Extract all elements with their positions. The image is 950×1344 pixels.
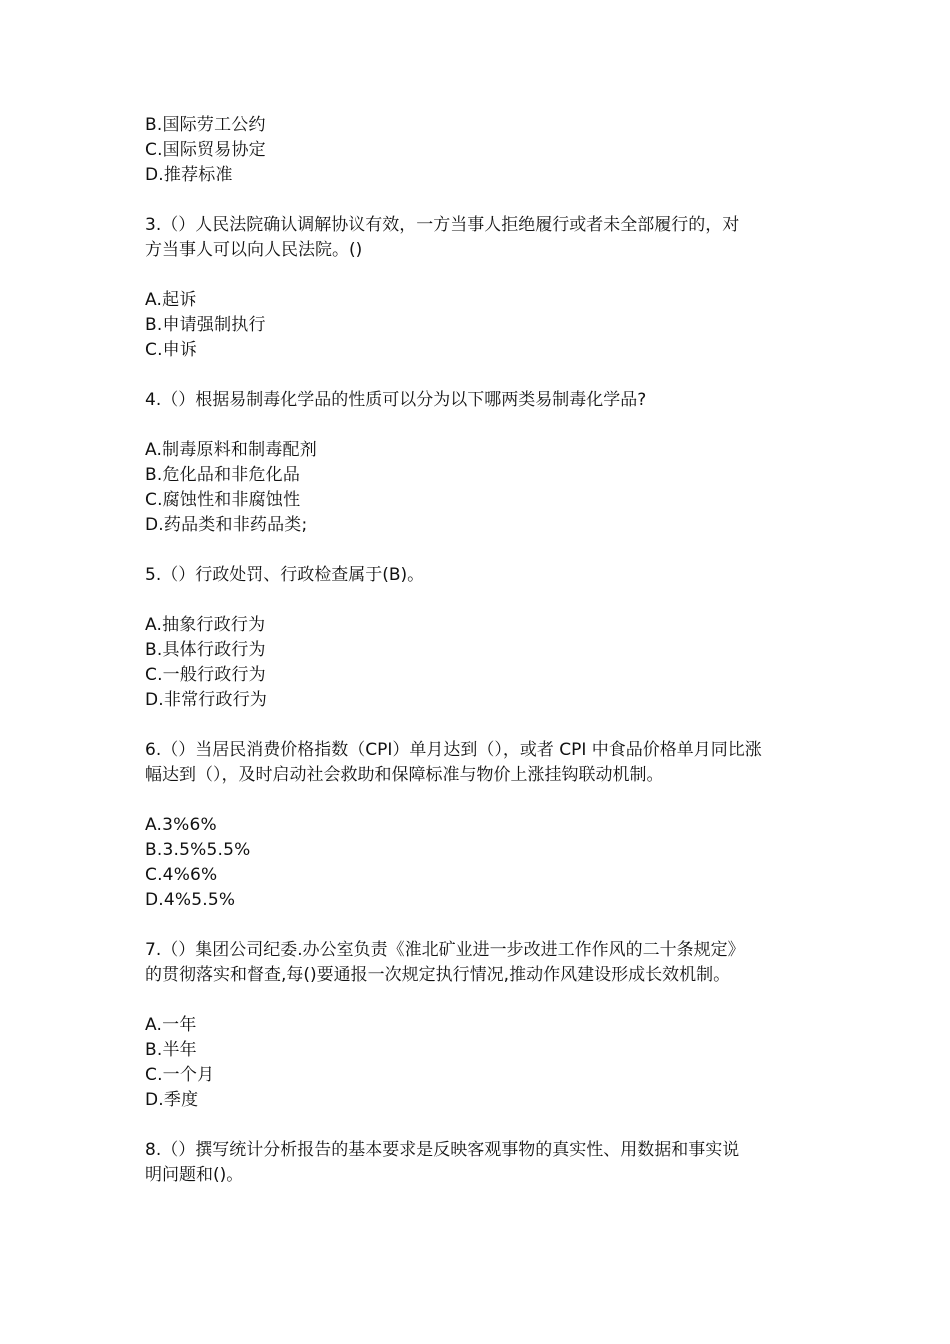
option-line: C.一个月 (145, 1065, 215, 1085)
lead-options (145, 113, 810, 188)
spacer (145, 713, 810, 738)
option-line: B.具体行政行为 (145, 640, 266, 660)
spacer (145, 263, 810, 288)
option-line: C.国际贸易协定 (145, 140, 266, 160)
question-3 (145, 213, 810, 363)
question-stem-line: 8.（）撰写统计分析报告的基本要求是反映客观事物的真实性、用数据和事实说 (145, 1140, 740, 1160)
question-8 (145, 1138, 810, 1188)
option-line: A.制毒原料和制毒配剂 (145, 440, 317, 460)
question-stem-line: 7.（）集团公司纪委.办公室负责《淮北矿业进一步改进工作作风的二十条规定》 (145, 940, 745, 960)
question-options (145, 813, 810, 913)
question-stem-line: 6.（）当居民消费价格指数（CPI）单月达到（），或者 CPI 中食品价格单月同比涨 (145, 740, 762, 760)
option-line: D.4%5.5% (145, 890, 236, 910)
option-line: A.起诉 (145, 290, 197, 310)
question-stem-line: 的贯彻落实和督查,每()要通报一次规定执行情况,推动作风建设形成长效机制。 (145, 965, 731, 985)
question-options (145, 1013, 810, 1113)
question-stem-line: 方当事人可以向人民法院。() (145, 240, 363, 260)
option-line: C.申诉 (145, 340, 198, 360)
question-4 (145, 388, 810, 538)
spacer (145, 788, 810, 813)
question-stem-line: 明问题和()。 (145, 1165, 244, 1185)
option-line: D.推荐标准 (145, 165, 233, 185)
question-stem-line: 5.（）行政处罚、行政检查属于(B)。 (145, 565, 425, 585)
question-stem-line: 幅达到（），及时启动社会救助和保障标准与物价上涨挂钩联动机制。 (145, 765, 664, 785)
question-stem-line: 4.（）根据易制毒化学品的性质可以分为以下哪两类易制毒化学品? (145, 390, 647, 410)
option-line: D.季度 (145, 1090, 199, 1110)
question-6 (145, 738, 810, 913)
question-5 (145, 563, 810, 713)
option-line: C.腐蚀性和非腐蚀性 (145, 490, 301, 510)
option-line: B.国际劳工公约 (145, 115, 266, 135)
question-stem-line: 3.（）人民法院确认调解协议有效，一方当事人拒绝履行或者未全部履行的，对 (145, 215, 740, 235)
question-7 (145, 938, 810, 1113)
option-line: C.一般行政行为 (145, 665, 266, 685)
option-line: A.一年 (145, 1015, 197, 1035)
spacer (145, 413, 810, 438)
spacer (145, 913, 810, 938)
spacer (145, 588, 810, 613)
option-line: B.3.5%5.5% (145, 840, 251, 860)
spacer (145, 538, 810, 563)
option-line: B.危化品和非危化品 (145, 465, 301, 485)
option-line: C.4%6% (145, 865, 218, 885)
question-options (145, 288, 810, 363)
spacer (145, 363, 810, 388)
option-line: B.半年 (145, 1040, 197, 1060)
question-options (145, 613, 810, 713)
document-content (145, 113, 810, 1188)
option-line: D.非常行政行为 (145, 690, 268, 710)
question-options (145, 438, 810, 538)
spacer (145, 1113, 810, 1138)
spacer (145, 188, 810, 213)
option-line: A.3%6% (145, 815, 217, 835)
spacer (145, 988, 810, 1013)
option-line: B.申请强制执行 (145, 315, 266, 335)
option-line: A.抽象行政行为 (145, 615, 266, 635)
option-line: D.药品类和非药品类; (145, 515, 308, 535)
